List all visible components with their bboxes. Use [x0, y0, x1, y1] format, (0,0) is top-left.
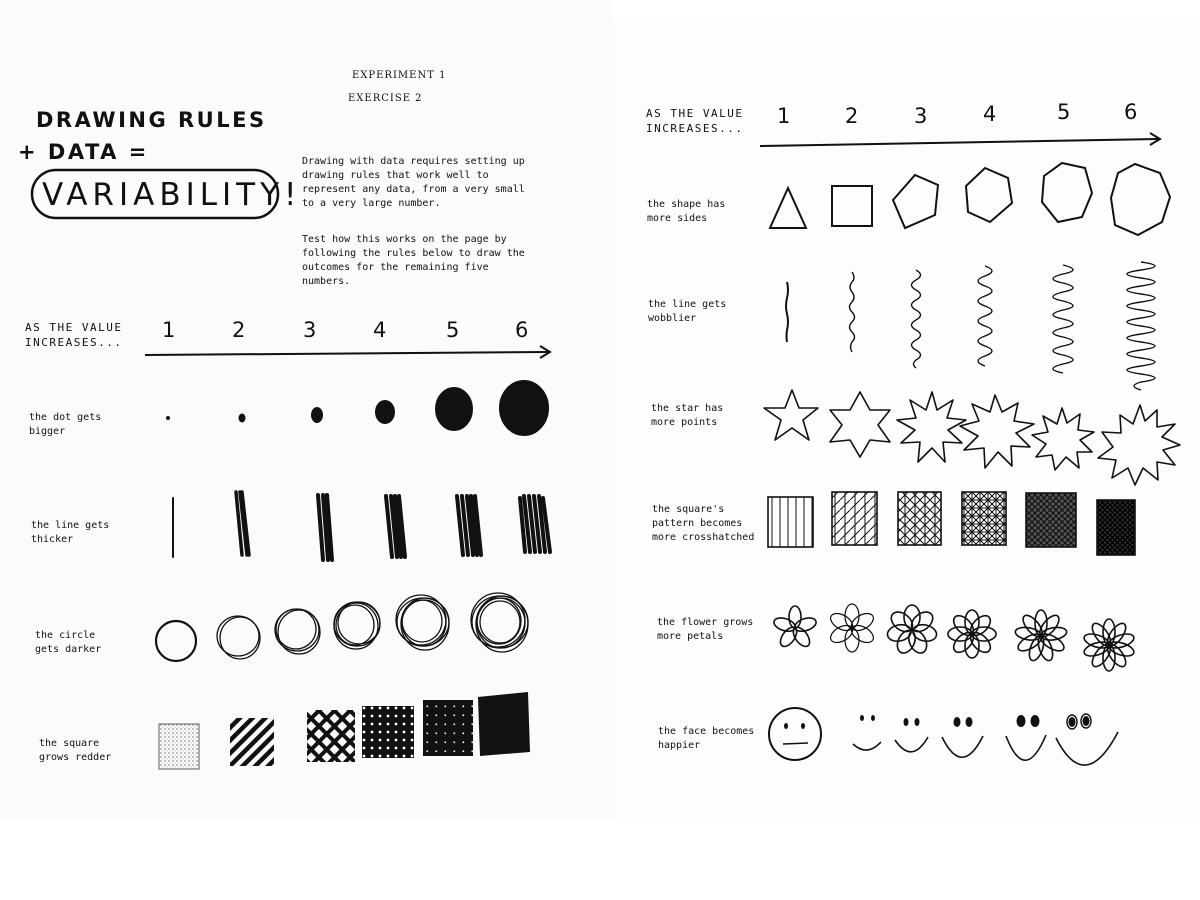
- right-value-2: 2: [845, 104, 859, 128]
- right-value-6: 6: [1124, 100, 1138, 124]
- right-axis-arrow: [760, 133, 1160, 146]
- crosshatch-4: [962, 492, 1006, 545]
- face-4: [942, 717, 983, 757]
- crosshatch-2: [832, 492, 877, 545]
- left-value-6: 6: [515, 318, 529, 342]
- crosshatch-1: [768, 497, 813, 547]
- left-value-2: 2: [232, 318, 246, 342]
- flower-row: [772, 604, 1135, 671]
- left-row-label-dot: the dot gets bigger: [29, 412, 102, 437]
- flower-6: [828, 604, 877, 652]
- flower-5: [772, 606, 818, 649]
- star-7: [897, 392, 966, 462]
- square-5: [423, 700, 473, 756]
- exercise-label: EXERCISE 2: [348, 93, 423, 104]
- flower-10: [1082, 619, 1135, 671]
- dot-4: [375, 400, 395, 424]
- left-value-3: 3: [303, 318, 317, 342]
- circle-row: [156, 593, 528, 661]
- line-6: [520, 496, 550, 552]
- line-4: [386, 496, 405, 557]
- title-line-1: DRAWING RULES: [36, 108, 267, 132]
- dot-3: [311, 407, 323, 423]
- flower-7: [886, 605, 938, 656]
- circle-3: [275, 609, 320, 654]
- left-row-label-line: the line gets thicker: [31, 520, 110, 545]
- face-5: [1006, 715, 1046, 760]
- circle-5: [396, 595, 449, 650]
- right-value-3: 3: [914, 104, 928, 128]
- left-row-label-square: the square grows redder: [39, 738, 112, 763]
- title-line-2: + DATA =: [18, 140, 149, 164]
- right-value-4: 4: [983, 102, 997, 126]
- right-row-label-face: the face becomes happier: [658, 726, 755, 751]
- star-5: [764, 390, 818, 440]
- wobble-4: [978, 266, 992, 366]
- line-row: [173, 492, 550, 560]
- face-3: [895, 718, 928, 752]
- line-2: [236, 492, 249, 555]
- wobble-2: [850, 272, 855, 352]
- right-row-label-shape: the shape has more sides: [647, 199, 726, 224]
- shape-heptagon: [1042, 163, 1092, 222]
- line-5: [457, 496, 481, 555]
- right-row-label-wobble: the line gets wobblier: [648, 299, 727, 324]
- wobble-3: [912, 270, 921, 368]
- crosshatch-row: [768, 492, 1135, 555]
- flower-8: [948, 610, 996, 658]
- right-value-5: 5: [1057, 100, 1071, 124]
- dot-2: [239, 414, 246, 423]
- dot-1: [166, 416, 170, 420]
- flower-9: [1014, 610, 1067, 662]
- wobble-6: [1127, 262, 1155, 390]
- star-10: [1098, 405, 1180, 485]
- intro-paragraph-1: Drawing with data requires setting up drawing rules that work well to represent any data, from a very small to a very large number.: [302, 156, 525, 209]
- star-6: [830, 392, 890, 457]
- star-8: [960, 395, 1034, 468]
- crosshatch-3: [898, 492, 941, 545]
- shape-octagon: [1111, 164, 1170, 235]
- face-6: [1056, 714, 1118, 765]
- crosshatch-5: [1026, 493, 1076, 547]
- dot-6: [500, 381, 548, 435]
- star-9: [1032, 408, 1094, 470]
- shape-pentagon: [893, 175, 938, 228]
- left-row-label-circle: the circle gets darker: [35, 630, 102, 655]
- square-4: [362, 706, 414, 758]
- variability-word: VARIABILITY!: [42, 177, 302, 213]
- wobble-5: [1053, 265, 1073, 373]
- line-3: [318, 495, 332, 560]
- experiment-label: EXPERIMENT 1: [352, 70, 447, 81]
- shape-triangle: [770, 188, 806, 228]
- circle-6: [471, 593, 528, 652]
- circle-4: [334, 602, 380, 649]
- right-axis-label: AS THE VALUE INCREASES...: [646, 107, 744, 135]
- square-1: [159, 724, 199, 769]
- wobble-1: [786, 282, 788, 342]
- shape-row: [770, 163, 1170, 235]
- square-3: [307, 710, 355, 762]
- right-row-label-crosshatch: the square's pattern becomes more crosshatched: [652, 504, 755, 543]
- background-gap: [0, 820, 1200, 900]
- left-value-1: 1: [162, 318, 176, 342]
- wobble-row: [786, 262, 1155, 390]
- left-value-5: 5: [446, 318, 460, 342]
- right-row-label-flower: the flower grows more petals: [657, 617, 754, 642]
- dot-row: [166, 381, 548, 435]
- left-axis-arrow: [145, 346, 550, 358]
- circle-2: [217, 616, 260, 659]
- right-value-1: 1: [777, 104, 791, 128]
- face-1: [769, 708, 821, 760]
- shape-hexagon: [966, 168, 1012, 222]
- square-6: [478, 692, 530, 756]
- shape-square: [832, 186, 872, 226]
- left-axis-label: AS THE VALUE INCREASES...: [25, 321, 123, 349]
- face-row: [769, 708, 1118, 765]
- square-row: [159, 692, 530, 769]
- face-2: [853, 715, 881, 750]
- variability-capsule: [32, 170, 278, 218]
- star-row: [764, 390, 1180, 485]
- intro-paragraph-2: Test how this works on the page by following the rules below to draw the outcomes for the remaining five numbers.: [302, 234, 525, 287]
- square-2: [230, 718, 274, 766]
- dot-5: [436, 388, 472, 430]
- right-row-label-star: the star has more points: [651, 403, 724, 428]
- circle-1: [156, 621, 196, 661]
- left-value-4: 4: [373, 318, 387, 342]
- crosshatch-6: [1097, 500, 1135, 555]
